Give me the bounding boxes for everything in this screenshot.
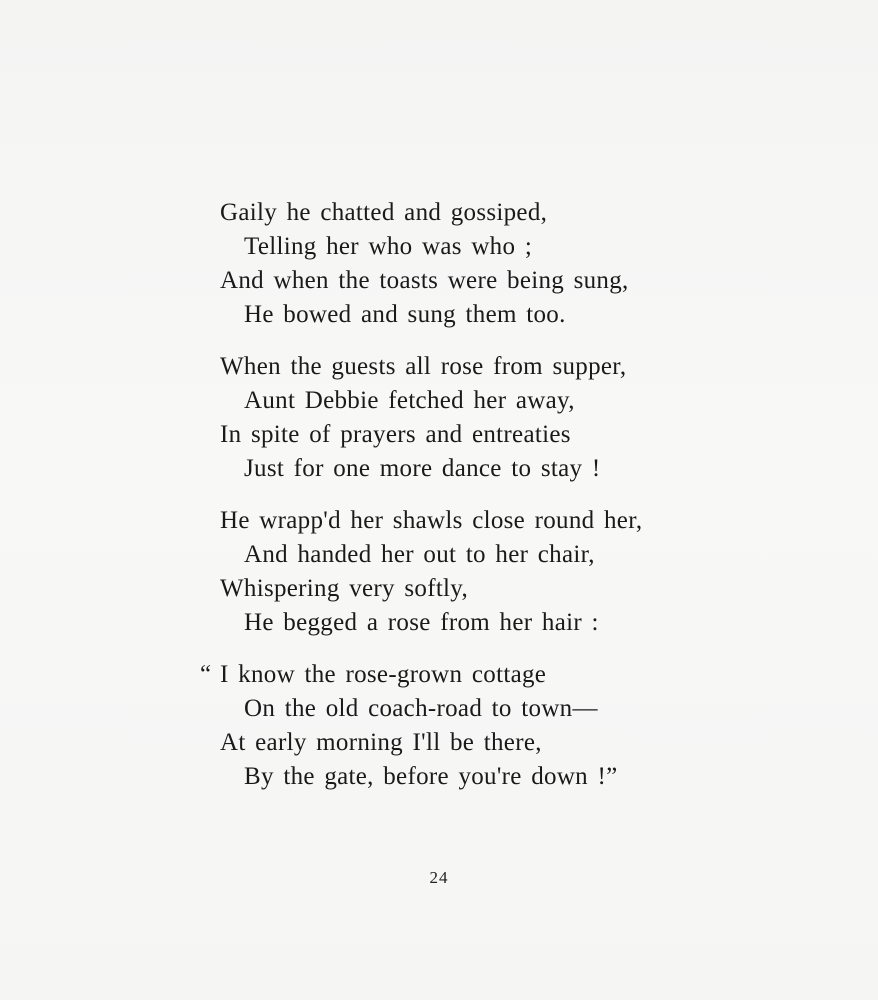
poem-line: At early morning I'll be there, bbox=[220, 729, 542, 756]
poem-line: In spite of prayers and entreaties bbox=[220, 421, 571, 448]
poem-line: Telling her who was who ; bbox=[244, 233, 533, 260]
poem-line: He wrapp'd her shawls close round her, bbox=[220, 507, 643, 534]
poem-line: On the old coach-road to town— bbox=[244, 695, 598, 722]
page-number: 24 bbox=[429, 868, 449, 887]
poem-line: Just for one more dance to stay ! bbox=[244, 455, 601, 482]
poem-line: I know the rose-grown cottage bbox=[220, 661, 547, 688]
opening-quote: “ bbox=[200, 661, 212, 688]
poem-line: He bowed and sung them too. bbox=[244, 301, 566, 328]
poem-line: When the guests all rose from supper, bbox=[220, 353, 627, 380]
poem-line: Gaily he chatted and gossiped, bbox=[220, 199, 548, 226]
poem-line: Aunt Debbie fetched her away, bbox=[244, 387, 575, 414]
poem-line: And when the toasts were being sung, bbox=[220, 267, 629, 294]
poem-line: By the gate, before you're down !” bbox=[244, 763, 618, 790]
poem-line: He begged a rose from her hair : bbox=[244, 609, 599, 636]
poem-line: And handed her out to her chair, bbox=[244, 541, 595, 568]
poem-line: Whispering very softly, bbox=[220, 575, 469, 602]
